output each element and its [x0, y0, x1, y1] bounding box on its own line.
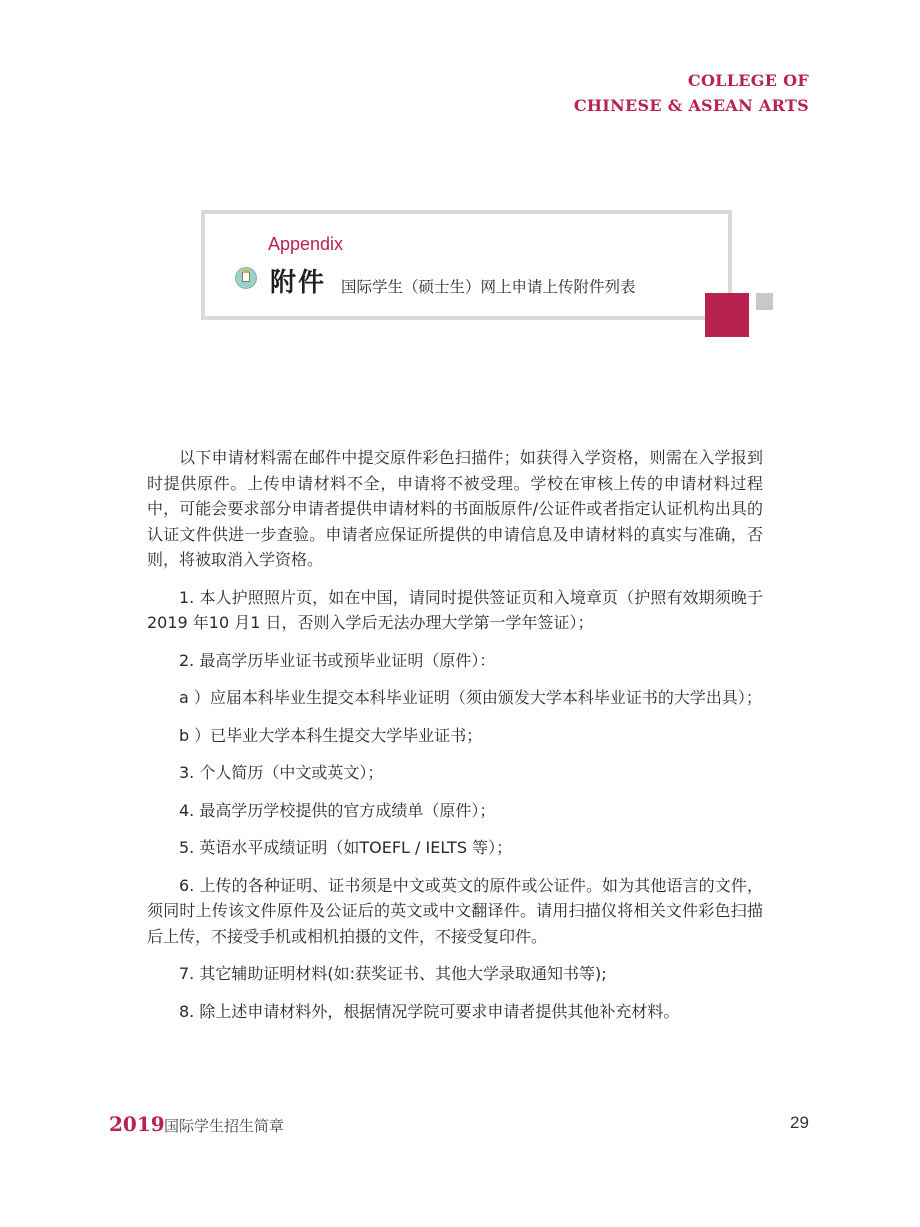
list-item-transcript: 4. 最高学历学校提供的官方成绩单（原件）；: [179, 800, 496, 820]
list-item-additional: 8. 除上述申请材料外，根据情况学院可要求申请者提供其他补充材料。: [179, 1001, 680, 1021]
decorative-red-square: [705, 293, 749, 337]
list-item-degree-a: a ）应届本科毕业生提交本科毕业证明（须由颁发大学本科毕业证书的大学出具）；: [179, 688, 762, 707]
appendix-subtitle: 国际学生（硕士生）网上申请上传附件列表: [341, 278, 636, 296]
decorative-gray-square: [756, 293, 773, 310]
list-item-degree-b: b ）已毕业大学本科生提交大学毕业证书；: [179, 725, 483, 745]
footer-title: 国际学生招生简章: [164, 1117, 285, 1135]
list-item-resume: 3. 个人简历（中文或英文）；: [179, 763, 384, 782]
appendix-label-zh: 附件: [270, 268, 327, 298]
list-item-passport: 1. 本人护照照片页，如在中国，请同时提供签证页和入境章页（护照有效期须晚于2019 年10 月1 日，否则入学后无法办理大学第一学年签证）；: [147, 587, 763, 632]
list-item-document-rules: 6. 上传的各种证明、证书须是中文或英文的原件或公证件。如为其他语言的文件，须同时上传该文件原件及公证后的英文或中文翻译件。请用扫描仪将相关文件彩色扫描后上传，不接受手机或相机拍摄的文件，不接受复印件。: [147, 875, 763, 946]
list-item-degree: 2. 最高学历毕业证书或预毕业证明（原件）：: [179, 650, 496, 670]
footer-year: 2019: [109, 1112, 165, 1136]
document-icon: [235, 267, 257, 289]
list-item-supporting: 7. 其它辅助证明材料(如:获奖证书、其他大学录取通知书等);: [179, 964, 607, 983]
intro-paragraph: 以下申请材料需在邮件中提交原件彩色扫描件；如获得入学资格，则需在入学报到时提供原件。上传申请材料不全，申请将不被受理。学校在审核上传的申请材料过程中，可能会要求部分申请者提供申请材料的书面版原件/公证件或者指定认证机构出具的认证文件供进一步查验。申请者应保证所提供的申请信息及申请材料的真实与准确，否则，将被取消入学资格。: [147, 448, 763, 569]
page-number: 29: [790, 1113, 809, 1132]
appendix-title-box: [201, 210, 732, 320]
college-name: [574, 68, 809, 118]
college-name-line1: COLLEGE OF: [687, 71, 809, 90]
appendix-label-en: Appendix: [268, 234, 344, 254]
body-content: [147, 445, 763, 1036]
college-name-line2: CHINESE & ASEAN ARTS: [573, 96, 809, 115]
list-item-english-proof: 5. 英语水平成绩证明（如TOEFL / IELTS 等）；: [179, 838, 513, 857]
